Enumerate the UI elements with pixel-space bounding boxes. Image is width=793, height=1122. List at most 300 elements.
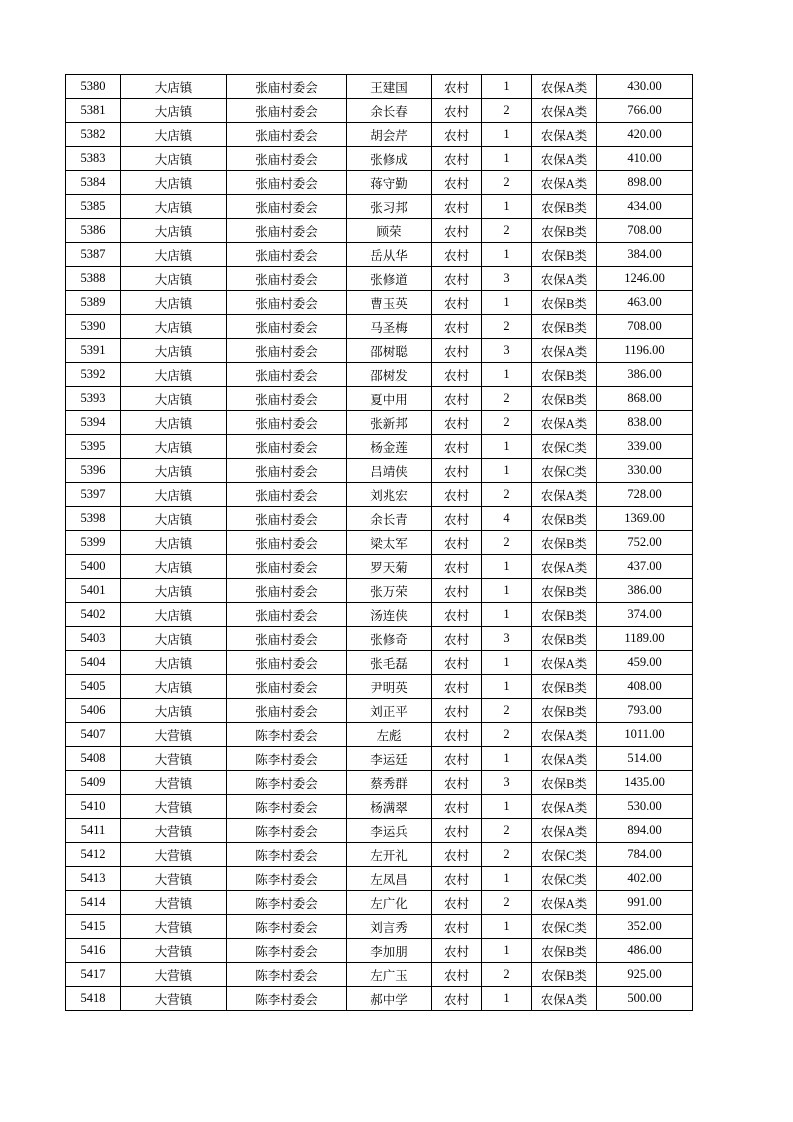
amount-cell: 1011.00 <box>597 723 693 747</box>
insurance-cell: 农保A类 <box>532 267 597 291</box>
category-cell: 农村 <box>432 699 482 723</box>
count-cell: 2 <box>482 723 532 747</box>
amount-cell: 894.00 <box>597 819 693 843</box>
name-cell: 马圣梅 <box>347 315 432 339</box>
table-row <box>66 387 693 411</box>
name-cell: 左开礼 <box>347 843 432 867</box>
category-cell: 农村 <box>432 291 482 315</box>
town-cell: 大营镇 <box>121 987 227 1011</box>
insurance-cell: 农保C类 <box>532 435 597 459</box>
seq-cell: 5398 <box>66 507 121 531</box>
category-cell: 农村 <box>432 843 482 867</box>
category-cell: 农村 <box>432 99 482 123</box>
table-row <box>66 771 693 795</box>
category-cell: 农村 <box>432 243 482 267</box>
name-cell: 余长春 <box>347 99 432 123</box>
name-cell: 蔡秀群 <box>347 771 432 795</box>
town-cell: 大营镇 <box>121 867 227 891</box>
amount-cell: 752.00 <box>597 531 693 555</box>
table-row <box>66 867 693 891</box>
count-cell: 4 <box>482 507 532 531</box>
count-cell: 2 <box>482 843 532 867</box>
town-cell: 大店镇 <box>121 603 227 627</box>
name-cell: 曹玉英 <box>347 291 432 315</box>
count-cell: 1 <box>482 651 532 675</box>
seq-cell: 5400 <box>66 555 121 579</box>
category-cell: 农村 <box>432 603 482 627</box>
amount-cell: 420.00 <box>597 123 693 147</box>
count-cell: 1 <box>482 867 532 891</box>
name-cell: 张毛磊 <box>347 651 432 675</box>
village-cell: 张庙村委会 <box>227 555 347 579</box>
town-cell: 大店镇 <box>121 243 227 267</box>
village-cell: 张庙村委会 <box>227 387 347 411</box>
category-cell: 农村 <box>432 819 482 843</box>
village-cell: 陈李村委会 <box>227 915 347 939</box>
amount-cell: 1435.00 <box>597 771 693 795</box>
amount-cell: 410.00 <box>597 147 693 171</box>
category-cell: 农村 <box>432 435 482 459</box>
category-cell: 农村 <box>432 555 482 579</box>
category-cell: 农村 <box>432 267 482 291</box>
insurance-cell: 农保A类 <box>532 75 597 99</box>
insurance-cell: 农保B类 <box>532 699 597 723</box>
insurance-cell: 农保B类 <box>532 387 597 411</box>
seq-cell: 5406 <box>66 699 121 723</box>
insurance-cell: 农保B类 <box>532 531 597 555</box>
table-row <box>66 435 693 459</box>
table-row <box>66 339 693 363</box>
count-cell: 1 <box>482 579 532 603</box>
seq-cell: 5388 <box>66 267 121 291</box>
count-cell: 2 <box>482 699 532 723</box>
table-row <box>66 795 693 819</box>
category-cell: 农村 <box>432 411 482 435</box>
insurance-cell: 农保B类 <box>532 579 597 603</box>
town-cell: 大营镇 <box>121 843 227 867</box>
count-cell: 1 <box>482 939 532 963</box>
town-cell: 大店镇 <box>121 315 227 339</box>
name-cell: 郝中学 <box>347 987 432 1011</box>
table-row <box>66 411 693 435</box>
table-row <box>66 747 693 771</box>
amount-cell: 784.00 <box>597 843 693 867</box>
seq-cell: 5395 <box>66 435 121 459</box>
name-cell: 汤连侠 <box>347 603 432 627</box>
village-cell: 张庙村委会 <box>227 699 347 723</box>
amount-cell: 374.00 <box>597 603 693 627</box>
seq-cell: 5401 <box>66 579 121 603</box>
amount-cell: 408.00 <box>597 675 693 699</box>
insurance-cell: 农保A类 <box>532 987 597 1011</box>
table-row <box>66 507 693 531</box>
count-cell: 2 <box>482 315 532 339</box>
amount-cell: 1189.00 <box>597 627 693 651</box>
insurance-cell: 农保A类 <box>532 723 597 747</box>
name-cell: 李运廷 <box>347 747 432 771</box>
count-cell: 2 <box>482 819 532 843</box>
seq-cell: 5418 <box>66 987 121 1011</box>
count-cell: 1 <box>482 243 532 267</box>
town-cell: 大店镇 <box>121 267 227 291</box>
insurance-cell: 农保B类 <box>532 939 597 963</box>
amount-cell: 463.00 <box>597 291 693 315</box>
seq-cell: 5416 <box>66 939 121 963</box>
town-cell: 大营镇 <box>121 963 227 987</box>
town-cell: 大店镇 <box>121 411 227 435</box>
name-cell: 左广化 <box>347 891 432 915</box>
category-cell: 农村 <box>432 627 482 651</box>
table-row <box>66 915 693 939</box>
table-row <box>66 291 693 315</box>
village-cell: 陈李村委会 <box>227 771 347 795</box>
village-cell: 陈李村委会 <box>227 747 347 771</box>
town-cell: 大店镇 <box>121 579 227 603</box>
insurance-cell: 农保B类 <box>532 603 597 627</box>
count-cell: 1 <box>482 747 532 771</box>
table-row <box>66 603 693 627</box>
insurance-cell: 农保A类 <box>532 819 597 843</box>
count-cell: 3 <box>482 339 532 363</box>
insurance-cell: 农保A类 <box>532 411 597 435</box>
category-cell: 农村 <box>432 675 482 699</box>
category-cell: 农村 <box>432 915 482 939</box>
insurance-cell: 农保A类 <box>532 483 597 507</box>
seq-cell: 5410 <box>66 795 121 819</box>
amount-cell: 708.00 <box>597 219 693 243</box>
village-cell: 张庙村委会 <box>227 171 347 195</box>
village-cell: 张庙村委会 <box>227 195 347 219</box>
seq-cell: 5384 <box>66 171 121 195</box>
table-row <box>66 315 693 339</box>
name-cell: 左广玉 <box>347 963 432 987</box>
town-cell: 大店镇 <box>121 483 227 507</box>
amount-cell: 514.00 <box>597 747 693 771</box>
name-cell: 蒋守勤 <box>347 171 432 195</box>
name-cell: 罗天菊 <box>347 555 432 579</box>
name-cell: 杨金莲 <box>347 435 432 459</box>
insurance-cell: 农保C类 <box>532 843 597 867</box>
village-cell: 张庙村委会 <box>227 219 347 243</box>
town-cell: 大店镇 <box>121 651 227 675</box>
village-cell: 张庙村委会 <box>227 339 347 363</box>
town-cell: 大店镇 <box>121 459 227 483</box>
seq-cell: 5412 <box>66 843 121 867</box>
name-cell: 刘言秀 <box>347 915 432 939</box>
seq-cell: 5387 <box>66 243 121 267</box>
count-cell: 1 <box>482 195 532 219</box>
count-cell: 3 <box>482 771 532 795</box>
name-cell: 邵树聪 <box>347 339 432 363</box>
insurance-cell: 农保C类 <box>532 867 597 891</box>
name-cell: 杨满翠 <box>347 795 432 819</box>
town-cell: 大店镇 <box>121 387 227 411</box>
category-cell: 农村 <box>432 771 482 795</box>
village-cell: 张庙村委会 <box>227 291 347 315</box>
town-cell: 大店镇 <box>121 99 227 123</box>
insurance-cell: 农保B类 <box>532 363 597 387</box>
count-cell: 3 <box>482 627 532 651</box>
village-cell: 张庙村委会 <box>227 483 347 507</box>
amount-cell: 728.00 <box>597 483 693 507</box>
village-cell: 陈李村委会 <box>227 939 347 963</box>
town-cell: 大营镇 <box>121 747 227 771</box>
category-cell: 农村 <box>432 723 482 747</box>
count-cell: 2 <box>482 219 532 243</box>
category-cell: 农村 <box>432 867 482 891</box>
seq-cell: 5396 <box>66 459 121 483</box>
amount-cell: 530.00 <box>597 795 693 819</box>
village-cell: 陈李村委会 <box>227 987 347 1011</box>
insurance-cell: 农保A类 <box>532 795 597 819</box>
seq-cell: 5409 <box>66 771 121 795</box>
town-cell: 大营镇 <box>121 819 227 843</box>
insurance-cell: 农保A类 <box>532 651 597 675</box>
amount-cell: 793.00 <box>597 699 693 723</box>
table-body <box>66 75 693 1011</box>
count-cell: 2 <box>482 411 532 435</box>
amount-cell: 838.00 <box>597 411 693 435</box>
category-cell: 农村 <box>432 75 482 99</box>
seq-cell: 5385 <box>66 195 121 219</box>
seq-cell: 5392 <box>66 363 121 387</box>
amount-cell: 330.00 <box>597 459 693 483</box>
category-cell: 农村 <box>432 387 482 411</box>
seq-cell: 5380 <box>66 75 121 99</box>
amount-cell: 434.00 <box>597 195 693 219</box>
town-cell: 大店镇 <box>121 531 227 555</box>
table-row <box>66 99 693 123</box>
insurance-cell: 农保B类 <box>532 627 597 651</box>
count-cell: 2 <box>482 531 532 555</box>
table-row <box>66 195 693 219</box>
seq-cell: 5386 <box>66 219 121 243</box>
village-cell: 张庙村委会 <box>227 315 347 339</box>
town-cell: 大店镇 <box>121 339 227 363</box>
village-cell: 张庙村委会 <box>227 651 347 675</box>
town-cell: 大店镇 <box>121 675 227 699</box>
village-cell: 陈李村委会 <box>227 723 347 747</box>
category-cell: 农村 <box>432 123 482 147</box>
amount-cell: 766.00 <box>597 99 693 123</box>
village-cell: 张庙村委会 <box>227 99 347 123</box>
name-cell: 吕靖侠 <box>347 459 432 483</box>
insurance-cell: 农保C类 <box>532 459 597 483</box>
count-cell: 1 <box>482 459 532 483</box>
table-row <box>66 555 693 579</box>
table-row <box>66 819 693 843</box>
insurance-cell: 农保B类 <box>532 195 597 219</box>
name-cell: 王建国 <box>347 75 432 99</box>
town-cell: 大营镇 <box>121 723 227 747</box>
table-row <box>66 843 693 867</box>
insurance-cell: 农保C类 <box>532 915 597 939</box>
town-cell: 大营镇 <box>121 891 227 915</box>
town-cell: 大店镇 <box>121 195 227 219</box>
town-cell: 大店镇 <box>121 507 227 531</box>
seq-cell: 5404 <box>66 651 121 675</box>
table-row <box>66 483 693 507</box>
insurance-cell: 农保B类 <box>532 291 597 315</box>
insurance-cell: 农保A类 <box>532 891 597 915</box>
town-cell: 大营镇 <box>121 795 227 819</box>
name-cell: 岳从华 <box>347 243 432 267</box>
town-cell: 大营镇 <box>121 771 227 795</box>
category-cell: 农村 <box>432 507 482 531</box>
amount-cell: 925.00 <box>597 963 693 987</box>
amount-cell: 402.00 <box>597 867 693 891</box>
name-cell: 尹明英 <box>347 675 432 699</box>
count-cell: 1 <box>482 75 532 99</box>
amount-cell: 898.00 <box>597 171 693 195</box>
name-cell: 李运兵 <box>347 819 432 843</box>
name-cell: 刘正平 <box>347 699 432 723</box>
insurance-cell: 农保B类 <box>532 771 597 795</box>
category-cell: 农村 <box>432 939 482 963</box>
amount-cell: 991.00 <box>597 891 693 915</box>
village-cell: 张庙村委会 <box>227 363 347 387</box>
insurance-cell: 农保B类 <box>532 507 597 531</box>
table-row <box>66 123 693 147</box>
count-cell: 3 <box>482 267 532 291</box>
count-cell: 1 <box>482 291 532 315</box>
category-cell: 农村 <box>432 147 482 171</box>
seq-cell: 5417 <box>66 963 121 987</box>
village-cell: 陈李村委会 <box>227 963 347 987</box>
seq-cell: 5413 <box>66 867 121 891</box>
table-row <box>66 219 693 243</box>
town-cell: 大店镇 <box>121 123 227 147</box>
village-cell: 张庙村委会 <box>227 603 347 627</box>
amount-cell: 339.00 <box>597 435 693 459</box>
table-row <box>66 891 693 915</box>
table-row <box>66 963 693 987</box>
name-cell: 胡会芹 <box>347 123 432 147</box>
seq-cell: 5411 <box>66 819 121 843</box>
insurance-cell: 农保A类 <box>532 339 597 363</box>
seq-cell: 5393 <box>66 387 121 411</box>
category-cell: 农村 <box>432 987 482 1011</box>
amount-cell: 500.00 <box>597 987 693 1011</box>
town-cell: 大店镇 <box>121 219 227 243</box>
village-cell: 张庙村委会 <box>227 411 347 435</box>
category-cell: 农村 <box>432 651 482 675</box>
table-row <box>66 459 693 483</box>
count-cell: 1 <box>482 795 532 819</box>
count-cell: 1 <box>482 123 532 147</box>
category-cell: 农村 <box>432 219 482 243</box>
insurance-cell: 农保B类 <box>532 219 597 243</box>
town-cell: 大店镇 <box>121 75 227 99</box>
name-cell: 张修成 <box>347 147 432 171</box>
insurance-cell: 农保A类 <box>532 555 597 579</box>
count-cell: 2 <box>482 891 532 915</box>
insurance-cell: 农保A类 <box>532 171 597 195</box>
name-cell: 张修奇 <box>347 627 432 651</box>
category-cell: 农村 <box>432 795 482 819</box>
village-cell: 陈李村委会 <box>227 867 347 891</box>
seq-cell: 5391 <box>66 339 121 363</box>
amount-cell: 384.00 <box>597 243 693 267</box>
count-cell: 1 <box>482 915 532 939</box>
seq-cell: 5383 <box>66 147 121 171</box>
village-cell: 陈李村委会 <box>227 795 347 819</box>
table-row <box>66 267 693 291</box>
seq-cell: 5399 <box>66 531 121 555</box>
town-cell: 大店镇 <box>121 147 227 171</box>
name-cell: 梁太军 <box>347 531 432 555</box>
town-cell: 大店镇 <box>121 555 227 579</box>
village-cell: 张庙村委会 <box>227 75 347 99</box>
name-cell: 张修道 <box>347 267 432 291</box>
count-cell: 1 <box>482 435 532 459</box>
amount-cell: 1369.00 <box>597 507 693 531</box>
seq-cell: 5414 <box>66 891 121 915</box>
town-cell: 大店镇 <box>121 171 227 195</box>
amount-cell: 708.00 <box>597 315 693 339</box>
name-cell: 左彪 <box>347 723 432 747</box>
village-cell: 张庙村委会 <box>227 675 347 699</box>
table-row <box>66 171 693 195</box>
category-cell: 农村 <box>432 579 482 603</box>
village-cell: 陈李村委会 <box>227 891 347 915</box>
table-row <box>66 699 693 723</box>
village-cell: 张庙村委会 <box>227 435 347 459</box>
category-cell: 农村 <box>432 483 482 507</box>
village-cell: 张庙村委会 <box>227 627 347 651</box>
village-cell: 陈李村委会 <box>227 843 347 867</box>
name-cell: 张习邦 <box>347 195 432 219</box>
count-cell: 2 <box>482 99 532 123</box>
insurance-cell: 农保B类 <box>532 963 597 987</box>
table-row <box>66 939 693 963</box>
category-cell: 农村 <box>432 531 482 555</box>
category-cell: 农村 <box>432 339 482 363</box>
table-row <box>66 627 693 651</box>
name-cell: 刘兆宏 <box>347 483 432 507</box>
category-cell: 农村 <box>432 459 482 483</box>
table-row <box>66 243 693 267</box>
seq-cell: 5381 <box>66 99 121 123</box>
seq-cell: 5389 <box>66 291 121 315</box>
table-row <box>66 579 693 603</box>
insurance-cell: 农保A类 <box>532 747 597 771</box>
town-cell: 大店镇 <box>121 363 227 387</box>
seq-cell: 5407 <box>66 723 121 747</box>
count-cell: 1 <box>482 675 532 699</box>
table-row <box>66 75 693 99</box>
seq-cell: 5382 <box>66 123 121 147</box>
seq-cell: 5403 <box>66 627 121 651</box>
count-cell: 2 <box>482 387 532 411</box>
village-cell: 张庙村委会 <box>227 147 347 171</box>
count-cell: 1 <box>482 363 532 387</box>
village-cell: 陈李村委会 <box>227 819 347 843</box>
category-cell: 农村 <box>432 747 482 771</box>
village-cell: 张庙村委会 <box>227 507 347 531</box>
town-cell: 大店镇 <box>121 627 227 651</box>
table-row <box>66 651 693 675</box>
category-cell: 农村 <box>432 171 482 195</box>
amount-cell: 868.00 <box>597 387 693 411</box>
insurance-cell: 农保A类 <box>532 147 597 171</box>
category-cell: 农村 <box>432 363 482 387</box>
table-row <box>66 363 693 387</box>
seq-cell: 5397 <box>66 483 121 507</box>
amount-cell: 1246.00 <box>597 267 693 291</box>
name-cell: 余长青 <box>347 507 432 531</box>
table-row <box>66 147 693 171</box>
